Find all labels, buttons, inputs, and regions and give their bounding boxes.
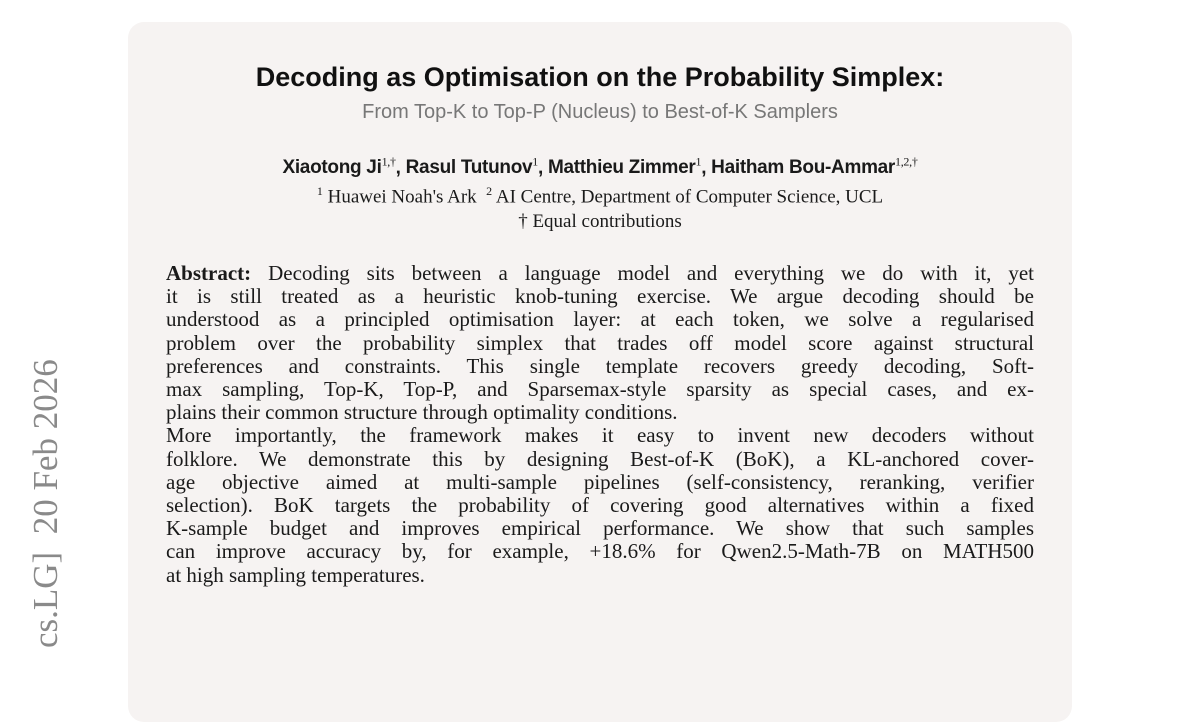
- equal-contribution-note: † Equal contributions: [518, 211, 682, 232]
- abstract-line: Abstract: Decoding sits between a language model and everything we do with it, yet: [166, 261, 1035, 285]
- abstract-line: preferences and constraints. This single template recovers greedy decoding, Soft-: [166, 353, 1034, 378]
- abstract-label: Abstract:: [166, 261, 252, 285]
- abstract-line: selection). BoK targets the probability of covering good alternatives within a fixed: [166, 493, 1034, 518]
- paper-page: [128, 22, 1072, 722]
- abstract: [166, 262, 1034, 587]
- author-list: Xiaotong $Ji^{1,\dagger}$, Rasul Tutunov$^1$, Matthieu Zimmer$^1$, Haitham Bou-Ammar$^{1,2,\dagger}$: [282, 155, 918, 179]
- arxiv-identifier-stamp: cs.LG] 20 Feb 2026: [26, 359, 65, 648]
- author: Xiaotong $Ji^{1,\dagger}$: [282, 155, 396, 179]
- abstract-line: More importantly, the framework makes it easy to invent new decoders without: [166, 423, 1034, 448]
- author: Haitham Bou-Ammar$^{1,2,\dagger}$: [711, 155, 918, 179]
- abstract-line: at high sampling temperatures.: [166, 562, 425, 587]
- abstract-line: K-sample budget and improves empirical performance. We show that such samples: [166, 516, 1034, 541]
- abstract-line: age objective aimed at multi-sample pipelines (self-consistency, reranking, verifier: [166, 469, 1034, 494]
- author: Matthieu Zimmer$^1$: [547, 155, 702, 179]
- abstract-line: it is still treated as a heuristic knob-tuning exercise. We argue decoding should be: [166, 284, 1034, 309]
- abstract-line: problem over the probability simplex that trades off model score against structural: [166, 330, 1034, 355]
- abstract-line: understood as a principled optimisation layer: at each token, we solve a regularised: [166, 307, 1034, 332]
- paper-subtitle: From Top-K to Top-P (Nucleus) to Best-of-K Samplers: [362, 101, 838, 123]
- abstract-line: plains their common structure through optimality conditions.: [166, 400, 678, 425]
- paper-title: Decoding as Optimisation on the Probability Simplex:: [255, 62, 945, 92]
- author: Rasul Tutunov$^1$: [405, 155, 538, 179]
- abstract-line: can improve accuracy by, for example, +18.6% for Qwen2.5-Math-7B on MATH500: [166, 539, 1034, 564]
- abstract-line: folklore. We demonstrate this by designing Best-of-K (BoK), a KL-anchored cover-: [166, 446, 1034, 471]
- affiliations: $^1$ Huawei Noah's Ark $^2$ AI Centre, Department of Computer Science, UCL: [316, 184, 884, 208]
- abstract-line: max sampling, Top-K, Top-P, and Sparsemax-style sparsity as special cases, and ex-: [166, 377, 1034, 402]
